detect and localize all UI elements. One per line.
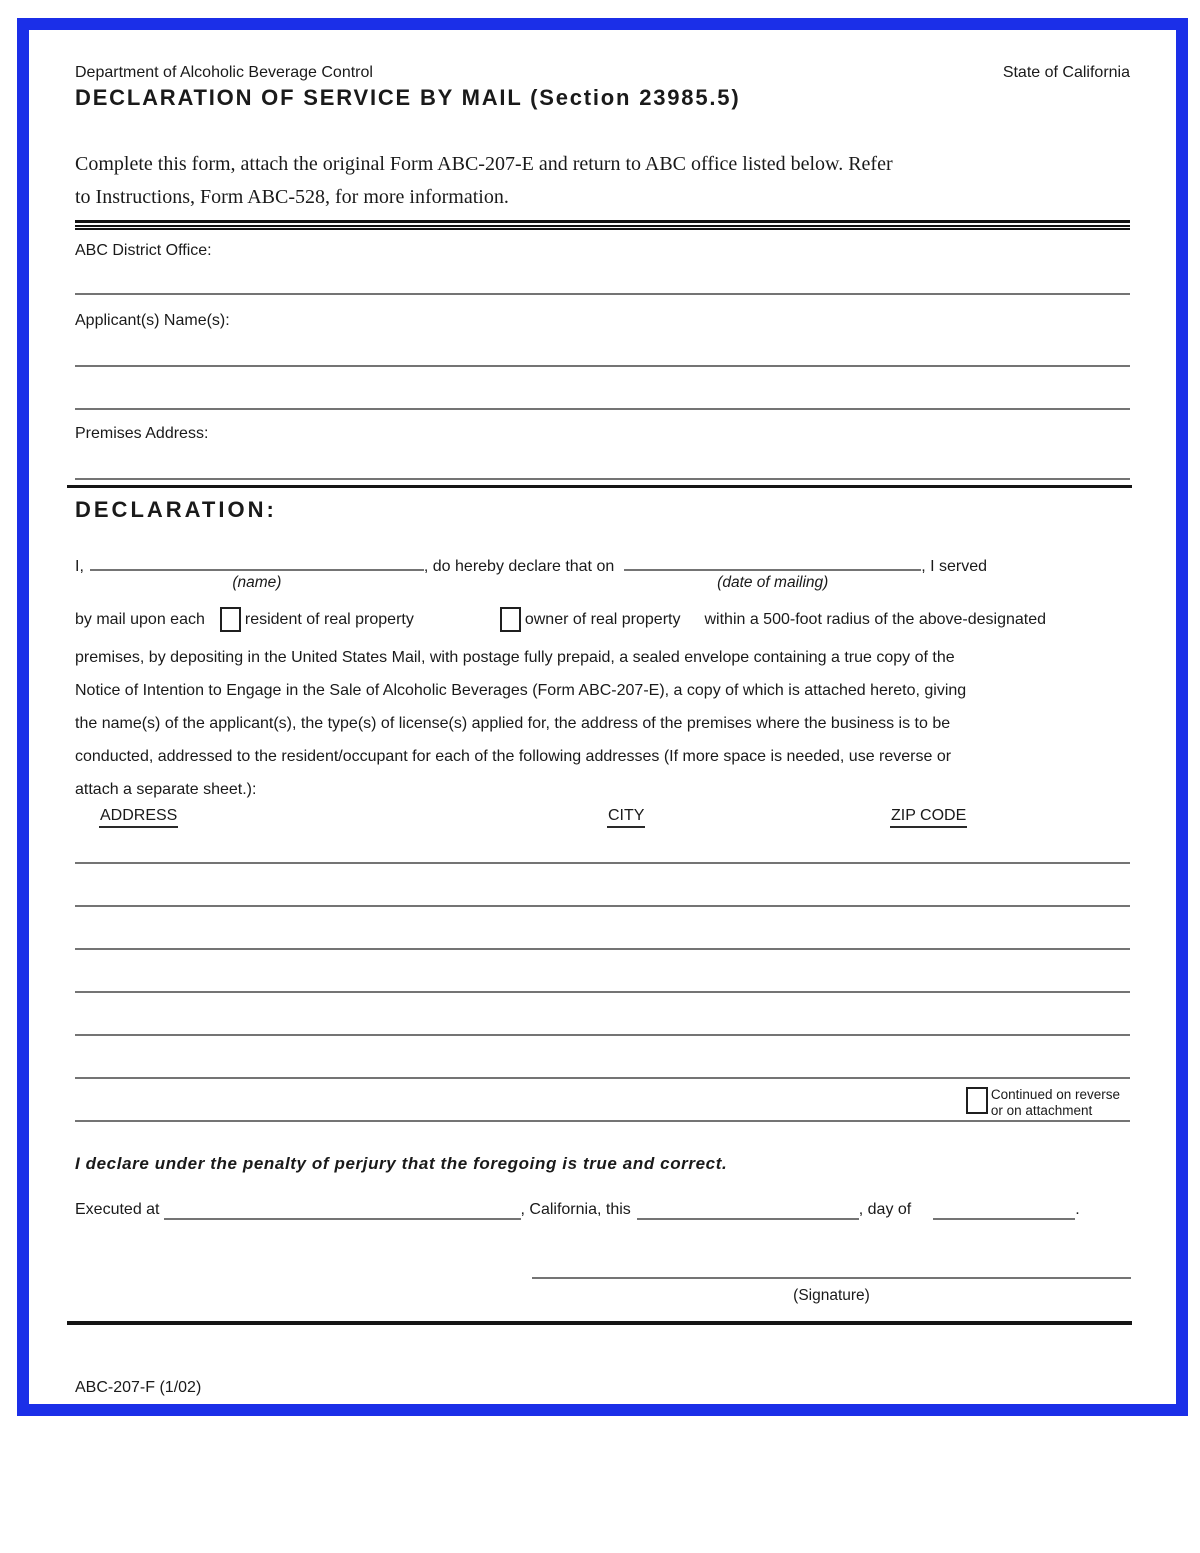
applicants-field-line2[interactable] [75, 408, 1130, 410]
form-page-frame [17, 18, 1188, 1416]
date-caption: (date of mailing) [717, 574, 829, 591]
signature-block [532, 1277, 1131, 1305]
execution-suffix: . [1075, 1201, 1080, 1218]
declaration-body-line-3: the name(s) of the applicant(s), the type(s) of license(s) applied for, the address of the premises where the business is to be [75, 715, 951, 732]
executed-day-field[interactable] [933, 1200, 1075, 1220]
declaration-body-line-2: Notice of Intention to Engage in the Sale of Alcoholic Beverages (Form ABC-207-E), a copy of which is attached hereto, giving [75, 682, 967, 699]
executed-at-label: Executed at [75, 1201, 160, 1218]
agency-name: Department of Alcoholic Beverage Control [75, 64, 373, 81]
name-caption: (name) [232, 574, 282, 591]
bottom-rule [67, 1321, 1132, 1325]
section-divider-rule [75, 220, 1130, 230]
continued-note-text [991, 1087, 1120, 1119]
owner-checkbox-label: owner of real property [524, 610, 681, 628]
declaration-body-line-5: attach a separate sheet.): [75, 781, 257, 798]
signature-field[interactable] [532, 1277, 1131, 1279]
address-row-6[interactable] [75, 1077, 1130, 1120]
declaration-body-line-1: premises, by depositing in the United States Mail, with postage fully prepaid, a sealed envelope containing a true copy of the [75, 649, 955, 666]
owner-checkbox[interactable] [500, 607, 521, 632]
address-row-3[interactable] [75, 948, 1130, 991]
declaration-divider-rule [67, 485, 1132, 488]
form-title: DECLARATION OF SERVICE BY MAIL (Section 23985.5) [75, 85, 741, 110]
resident-checkbox[interactable] [220, 607, 241, 632]
execution-mid2: , day of [858, 1201, 912, 1218]
continued-note [966, 1087, 1120, 1119]
signature-caption: (Signature) [793, 1287, 870, 1304]
intro-paragraph [75, 148, 1130, 214]
service-type-line [75, 607, 1130, 632]
applicants-field-line1[interactable] [75, 365, 1130, 367]
service-prefix: by mail upon each [75, 610, 205, 628]
address-table-headers [75, 807, 1130, 828]
continued-note-line-1: Continued on reverse [990, 1087, 1120, 1102]
zip-column-header: ZIP CODE [890, 807, 967, 828]
executed-place-field[interactable] [164, 1200, 521, 1220]
premises-label: Premises Address: [75, 425, 209, 442]
district-office-field[interactable] [75, 293, 1130, 295]
applicants-label: Applicant(s) Name(s): [75, 312, 230, 329]
declaration-heading: DECLARATION: [75, 497, 277, 522]
form-header [75, 63, 1130, 82]
form-content [29, 63, 1176, 1437]
opening-suffix: , I served [921, 558, 988, 575]
opening-mid: , do hereby declare that on [423, 558, 615, 575]
execution-mid1: , California, this [520, 1201, 631, 1218]
declaration-body-line-4: conducted, addressed to the resident/occupant for each of the following addresses (If more space is needed, use reverse or [75, 748, 952, 765]
intro-line-1: Complete this form, attach the original Form ABC-207-E and return to ABC office listed below. Refer [75, 153, 893, 175]
resident-checkbox-label: resident of real property [244, 610, 414, 628]
address-row-5[interactable] [75, 1034, 1130, 1077]
perjury-statement: I declare under the penalty of perjury that the foregoing is true and correct. [75, 1154, 728, 1173]
execution-line [75, 1200, 1130, 1220]
declaration-opening-line [75, 551, 1130, 591]
service-suffix: within a 500-foot radius of the above-designated [704, 610, 1047, 628]
city-column-header: CITY [607, 807, 645, 828]
declarant-name-field[interactable] [90, 551, 424, 591]
declaration-body [75, 641, 1130, 806]
form-number: ABC-207-F (1/02) [75, 1379, 202, 1396]
address-column-header: ADDRESS [99, 807, 178, 828]
continued-note-line-2: or on attachment [990, 1103, 1093, 1118]
intro-line-2: to Instructions, Form ABC-528, for more information. [75, 186, 509, 208]
district-office-label: ABC District Office: [75, 242, 212, 259]
address-row-2[interactable] [75, 905, 1130, 948]
opening-prefix: I, [75, 558, 84, 575]
address-row-1[interactable] [75, 862, 1130, 905]
address-row-7[interactable] [75, 1120, 1130, 1124]
continued-checkbox[interactable] [966, 1087, 988, 1114]
executed-date-field[interactable] [637, 1200, 859, 1220]
address-table-rows [75, 862, 1130, 1124]
state-name: State of California [1002, 64, 1130, 81]
mailing-date-field[interactable] [624, 551, 921, 591]
address-row-4[interactable] [75, 991, 1130, 1034]
premises-field[interactable] [75, 478, 1130, 480]
